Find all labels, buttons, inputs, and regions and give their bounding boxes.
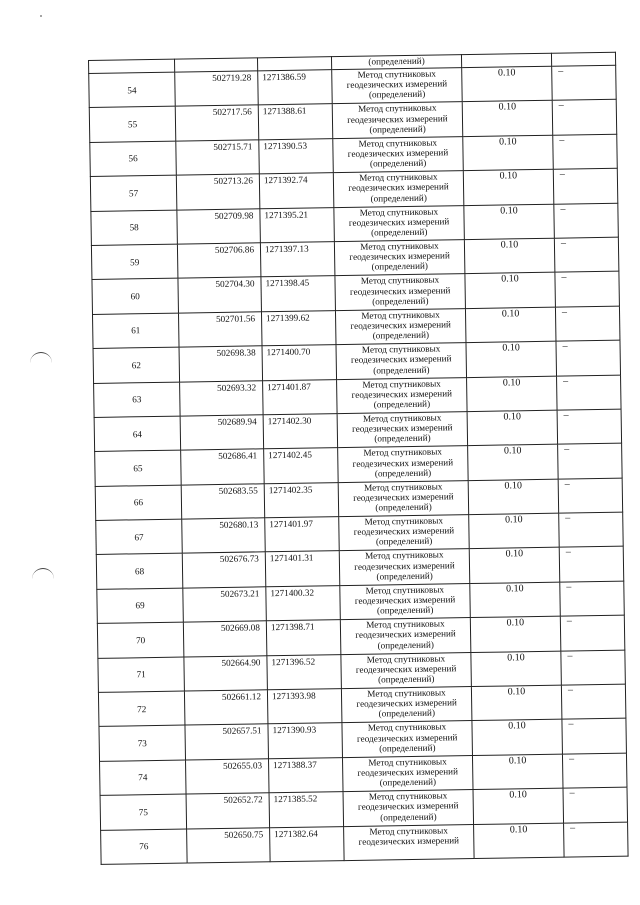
method-line: геодезических измерений <box>349 284 451 297</box>
method-cell <box>339 549 470 585</box>
method-line: Метод спутниковых <box>369 825 448 837</box>
method-line: геодезических измерений <box>350 319 452 331</box>
point-number-cell: 67 <box>96 519 183 555</box>
method-line: геодезических измерений <box>354 594 456 606</box>
method-line: (определений) <box>379 742 436 754</box>
note-cell: – <box>552 100 617 135</box>
accuracy-cell: 0.10 <box>469 548 560 584</box>
note-cell: – <box>554 203 619 238</box>
method-line: геодезических измерений <box>354 559 455 572</box>
method-line: Метод спутниковых <box>357 102 437 115</box>
method-line: Метод спутниковых <box>359 171 438 183</box>
note-cell: – <box>552 65 617 100</box>
method-line: (определений) <box>376 604 434 616</box>
method-cell <box>334 205 465 241</box>
x-coordinate-cell: 502704.30 <box>178 277 262 313</box>
y-coordinate-cell: 1271401.87 <box>263 379 338 415</box>
y-coordinate-cell: 1271400.70 <box>262 345 337 381</box>
point-number-cell: 73 <box>99 725 186 761</box>
method-line: геодезических измерений <box>352 456 454 469</box>
y-coordinate-cell: 1271388.37 <box>268 757 343 793</box>
method-cell <box>339 515 470 551</box>
accuracy-cell: 0.10 <box>462 101 553 137</box>
y-coordinate-cell: 1271397.13 <box>260 242 335 278</box>
point-number-cell: 56 <box>90 141 177 177</box>
method-cell <box>341 652 472 688</box>
note-cell: – <box>554 237 619 272</box>
point-number-cell: 74 <box>100 760 187 796</box>
method-line: (определений) <box>379 776 437 788</box>
method-line: геодезических измерений <box>355 663 457 675</box>
method-line: геодезических измерений <box>348 216 450 228</box>
y-coordinate-cell: 1271390.53 <box>259 138 334 174</box>
method-line: (определений) <box>373 364 430 376</box>
method-cell <box>344 824 475 860</box>
note-cell: – <box>559 512 624 547</box>
method-line: геодезических измерений <box>348 181 449 194</box>
method-cell <box>342 721 473 757</box>
accuracy-cell: 0.10 <box>472 720 563 756</box>
method-line: Метод спутниковых <box>365 584 445 596</box>
accuracy-cell: 0.10 <box>462 66 553 102</box>
note-cell: – <box>559 547 624 582</box>
method-line: (определений) <box>377 639 434 651</box>
point-number-cell: 64 <box>94 416 181 452</box>
method-cell <box>340 618 471 654</box>
note-cell: – <box>556 340 621 375</box>
accuracy-cell: 0.10 <box>469 513 560 549</box>
method-line: Метод спутниковых <box>360 274 440 287</box>
x-coordinate-cell: 502709.98 <box>177 208 261 244</box>
method-line: Метод спутниковых <box>357 68 437 80</box>
coordinates-table <box>88 52 629 865</box>
note-cell: – <box>558 478 623 513</box>
method-cell <box>335 274 466 310</box>
method-line: (определений) <box>375 501 432 513</box>
x-coordinate-cell: 502706.86 <box>177 243 261 279</box>
coordinates-table-container <box>88 52 628 865</box>
y-coordinate-cell: 1271399.62 <box>261 310 336 346</box>
note-cell: – <box>560 581 625 616</box>
note-cell: – <box>561 650 626 685</box>
method-line: геодезических измерений <box>350 353 452 366</box>
method-cell <box>332 68 463 104</box>
x-coordinate-cell: 502717.56 <box>175 105 259 141</box>
note-cell: – <box>562 753 627 788</box>
accuracy-cell: 0.10 <box>465 273 556 309</box>
x-coordinate-cell: 502719.28 <box>175 71 259 107</box>
x-coordinate-cell: 502661.12 <box>184 690 268 726</box>
x-coordinate-cell: 502686.41 <box>181 449 265 485</box>
note-cell: – <box>553 168 618 203</box>
y-coordinate-cell: 1271401.97 <box>265 517 340 553</box>
x-coordinate-cell: 502680.13 <box>182 518 266 554</box>
x-coordinate-cell: 502698.38 <box>179 346 263 382</box>
y-coordinate-cell: 1271402.45 <box>264 448 339 484</box>
method-line: геодезических измерений <box>357 800 459 813</box>
y-coordinate-cell: 1271400.32 <box>266 585 341 621</box>
point-number-cell: 76 <box>101 829 188 865</box>
accuracy-cell: 0.10 <box>464 204 555 240</box>
method-line: (определений) <box>376 570 433 582</box>
note-cell: – <box>563 787 628 822</box>
y-coordinate-cell: 1271386.59 <box>258 70 333 106</box>
note-cell: – <box>557 409 622 444</box>
method-line: (определений) <box>375 536 433 548</box>
method-cell <box>341 687 472 723</box>
point-number-cell: 57 <box>90 175 177 211</box>
method-line: геодезических измерений <box>357 766 459 778</box>
point-number-cell: 62 <box>93 347 180 383</box>
method-line: (определений) <box>372 329 430 341</box>
method-line: Метод спутниковых <box>366 618 445 630</box>
method-cell <box>334 240 465 276</box>
x-coordinate-cell: 502693.32 <box>180 380 264 416</box>
accuracy-cell: 0.10 <box>466 341 557 377</box>
method-line: (определений) <box>371 261 429 272</box>
point-number-cell: 63 <box>94 382 181 418</box>
point-number-cell: 65 <box>95 450 182 486</box>
note-cell: – <box>555 272 620 307</box>
point-number-cell: 59 <box>91 244 178 280</box>
point-number-cell: 66 <box>95 485 182 521</box>
method-cell <box>337 411 468 447</box>
method-cell <box>337 377 468 413</box>
point-number-cell: 68 <box>96 554 183 590</box>
point-number-cell: 58 <box>91 210 178 246</box>
method-line: Метод спутниковых <box>359 206 439 218</box>
point-number-cell: 54 <box>89 72 176 108</box>
x-coordinate-cell: 502701.56 <box>178 312 262 348</box>
accuracy-cell: 0.10 <box>463 169 554 205</box>
method-line: (определений) <box>370 226 428 238</box>
y-coordinate-cell: 1271395.21 <box>260 207 335 243</box>
y-coordinate-cell: 1271401.31 <box>265 551 340 587</box>
method-line: Метод спутниковых <box>363 446 442 459</box>
y-coordinate-cell: 1271398.45 <box>261 276 336 312</box>
x-coordinate-cell: 502650.75 <box>187 827 271 863</box>
method-line: (определений) <box>370 192 427 204</box>
method-line: Метод спутниковых <box>362 412 442 424</box>
binding-hole-mark <box>32 568 54 581</box>
y-coordinate-cell: 1271390.93 <box>268 723 343 759</box>
method-line: Метод спутниковых <box>366 653 446 665</box>
method-line: (определений) <box>373 398 431 410</box>
x-coordinate-cell: 502683.55 <box>181 483 265 519</box>
y-coordinate-cell: 1271382.64 <box>270 826 345 862</box>
method-line: (определений) <box>369 123 426 135</box>
method-line: геодезических измерений <box>353 491 454 503</box>
method-line: геодезических измерений <box>355 628 456 641</box>
y-coordinate-cell: 1271388.61 <box>258 104 333 140</box>
method-line: (определений) <box>378 708 436 719</box>
point-number-cell: 70 <box>97 622 184 658</box>
method-cell <box>342 755 473 791</box>
method-line: Метод спутниковых <box>367 687 446 699</box>
y-coordinate-cell: 1271392.74 <box>259 173 334 209</box>
accuracy-cell: 0.10 <box>470 616 561 652</box>
method-line: геодезических измерений <box>349 250 450 263</box>
method-line: Метод спутниковых <box>361 343 441 355</box>
point-number-cell: 71 <box>98 657 185 693</box>
method-line: Метод спутниковых <box>358 137 438 149</box>
point-number-cell: 72 <box>98 691 185 727</box>
method-line: геодезических измерений <box>353 525 455 538</box>
point-number-cell: 69 <box>97 588 184 624</box>
method-line: геодезических измерений <box>356 731 458 744</box>
method-line: (определений) <box>369 157 427 169</box>
x-coordinate-cell: 502689.94 <box>180 415 264 451</box>
binding-hole-mark <box>30 352 52 365</box>
method-line: Метод спутниковых <box>362 378 441 390</box>
note-cell: – <box>557 375 622 410</box>
y-coordinate-cell: 1271393.98 <box>267 689 342 725</box>
point-number-cell: 60 <box>92 278 179 314</box>
accuracy-cell: 0.10 <box>468 479 559 515</box>
x-coordinate-cell: 502715.71 <box>176 140 260 176</box>
x-coordinate-cell: 502664.90 <box>184 655 268 691</box>
method-line: Метод спутниковых <box>365 549 444 562</box>
note-cell: – <box>555 306 620 341</box>
method-line: Метод спутниковых <box>368 756 447 768</box>
x-coordinate-cell: 502669.08 <box>183 621 267 657</box>
accuracy-cell: 0.10 <box>470 582 561 618</box>
accuracy-cell: 0.10 <box>467 410 558 446</box>
method-line: геодезических измерений <box>347 147 449 159</box>
method-cell <box>335 308 466 344</box>
y-coordinate-cell: 1271402.30 <box>263 414 338 450</box>
note-cell: – <box>558 443 623 478</box>
method-cell <box>333 136 464 172</box>
accuracy-cell: 0.10 <box>471 651 562 687</box>
method-line: Метод спутниковых <box>363 481 443 493</box>
method-line: (определений) <box>374 467 432 479</box>
coordinates-table-body <box>89 52 629 864</box>
method-line: геодезических измерений <box>356 697 457 710</box>
method-line: Метод спутниковых <box>367 721 447 734</box>
x-coordinate-cell: 502655.03 <box>186 759 270 795</box>
scan-speck <box>40 15 42 17</box>
note-cell: – <box>560 615 625 650</box>
accuracy-cell: 0.10 <box>467 376 558 412</box>
method-cell <box>333 171 464 207</box>
method-line: Метод спутниковых <box>368 790 448 802</box>
method-line: (определений) <box>368 89 426 100</box>
method-line: (определений) <box>372 295 429 307</box>
method-line: (определений) <box>380 811 437 823</box>
point-number-cell: 75 <box>100 794 187 830</box>
note-cell: – <box>553 134 618 169</box>
accuracy-cell: 0.10 <box>465 307 556 343</box>
y-coordinate-cell: 1271398.71 <box>266 620 341 656</box>
method-cell <box>338 446 469 482</box>
method-cell <box>332 102 463 138</box>
method-line: геодезических измерений <box>351 388 453 400</box>
x-coordinate-cell: 502676.73 <box>182 552 266 588</box>
accuracy-cell: 0.10 <box>463 135 554 171</box>
x-coordinate-cell: 502652.72 <box>186 793 270 829</box>
accuracy-cell: 0.10 <box>472 754 563 790</box>
point-number-cell: 55 <box>89 107 176 143</box>
method-line: Метод спутниковых <box>361 309 440 321</box>
table-row <box>101 822 628 865</box>
y-coordinate-cell: 1271402.35 <box>264 482 339 518</box>
x-coordinate-cell: 502673.21 <box>183 587 267 623</box>
accuracy-cell: 0.10 <box>474 823 565 859</box>
x-coordinate-cell: 502713.26 <box>176 174 260 210</box>
note-cell: – <box>561 684 626 719</box>
method-line: (определений) <box>378 673 435 685</box>
x-coordinate-cell: 502657.51 <box>185 724 269 760</box>
y-coordinate-cell: 1271396.52 <box>267 654 342 690</box>
point-number-cell: 61 <box>92 313 179 349</box>
note-cell: – <box>564 822 629 857</box>
accuracy-cell: 0.10 <box>468 444 559 480</box>
method-cell <box>340 583 471 619</box>
method-line: геодезических измерений <box>358 835 460 847</box>
method-line: Метод спутниковых <box>364 515 444 527</box>
accuracy-cell: 0.10 <box>471 685 562 721</box>
method-line: геодезических измерений <box>352 422 453 435</box>
method-line: (определений) <box>374 432 431 444</box>
method-cell <box>338 480 469 516</box>
accuracy-cell: 0.10 <box>464 238 555 274</box>
method-fragment: (определений) <box>331 55 461 70</box>
method-line: Метод спутниковых <box>360 240 439 252</box>
method-cell <box>343 790 474 826</box>
y-coordinate-cell: 1271385.52 <box>269 792 344 828</box>
accuracy-cell: 0.10 <box>473 788 564 824</box>
method-line: геодезических измерений <box>346 78 448 91</box>
note-cell: – <box>562 719 627 754</box>
method-line: геодезических измерений <box>347 112 448 125</box>
method-cell <box>336 343 467 379</box>
